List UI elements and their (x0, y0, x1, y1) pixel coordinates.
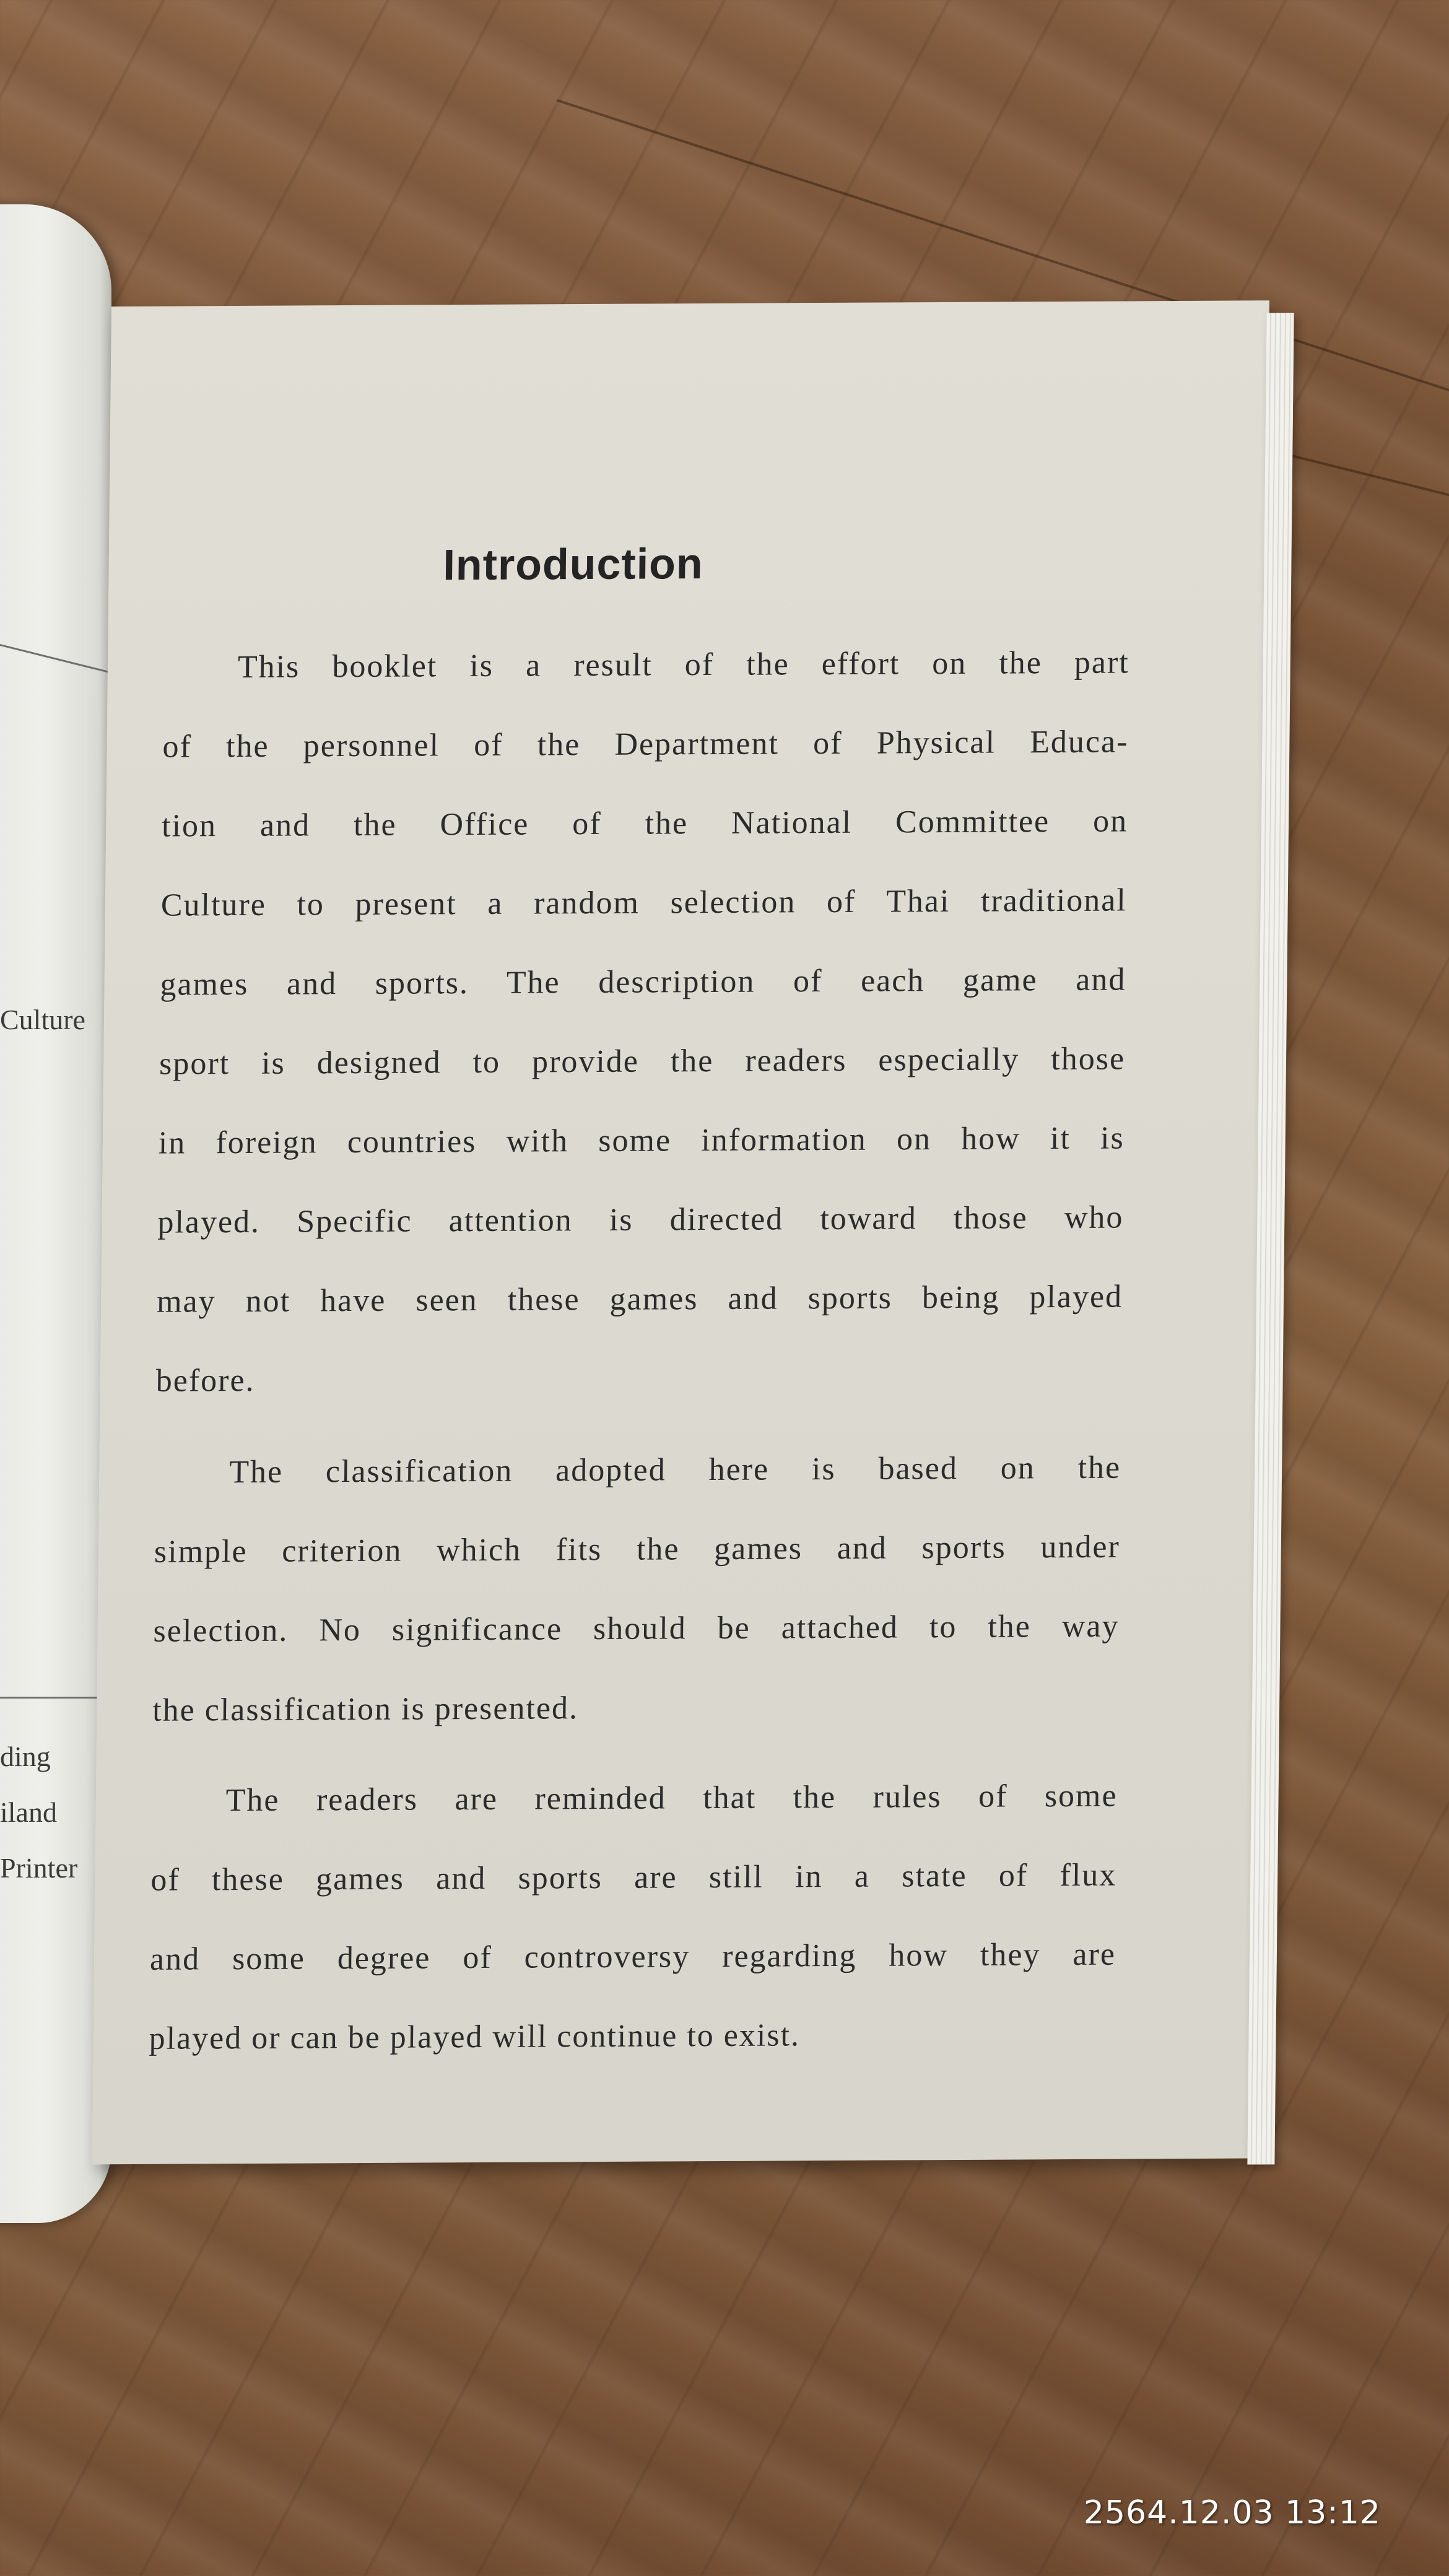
left-page-fragment: Printer (0, 1852, 78, 1884)
photo-timestamp: 2564.12.03 13:12 (1083, 2494, 1381, 2531)
page-title: Introduction (443, 539, 704, 590)
text-line: The classification adopted here is based on the (228, 1450, 1121, 1490)
text-line: and some degree of controversy regarding how they are (149, 1936, 1116, 1977)
text-line: simple criterion which fits the games and sports under (154, 1529, 1121, 1570)
left-page-fragment: ding (0, 1741, 51, 1772)
text-line: in foreign countries with some information on how it is (158, 1120, 1125, 1161)
text-line: tion and the Office of the National Committee on (161, 803, 1128, 844)
text-line: of the personnel of the Department of Physical Educa- (162, 724, 1129, 765)
text-line: games and sports. The description of each game and (160, 962, 1126, 1003)
left-page-rule (0, 635, 111, 676)
text-line: played. Specific attention is directed toward those who (157, 1199, 1124, 1240)
text-line: before. (155, 1362, 255, 1399)
paragraph-2 (152, 1429, 1121, 1751)
text-line: selection. No significance should be attached to the way (153, 1608, 1120, 1649)
page-stack-edge (1247, 313, 1294, 2165)
text-line: sport is designed to provide the readers especially those (159, 1041, 1126, 1082)
paragraph-3 (149, 1757, 1118, 2079)
paragraph-1 (155, 623, 1129, 1421)
left-page-rule (0, 1697, 111, 1699)
text-line: the classification is presented. (152, 1690, 579, 1728)
text-line: The readers are reminded that the rules of some (225, 1778, 1118, 1819)
left-page-fragment: iland (0, 1796, 57, 1828)
text-line: played or can be played will continue to exist. (149, 2017, 801, 2056)
book-page (92, 300, 1269, 2164)
text-line: may not have seen these games and sports being played (156, 1279, 1123, 1320)
left-page-fragment: Culture (0, 1004, 85, 1035)
text-line: of these games and sports are still in a state of flux (150, 1857, 1117, 1898)
text-line: This booklet is a result of the effort on the part (237, 645, 1130, 685)
text-line: Culture to present a random selection of Thai traditional (160, 882, 1128, 923)
